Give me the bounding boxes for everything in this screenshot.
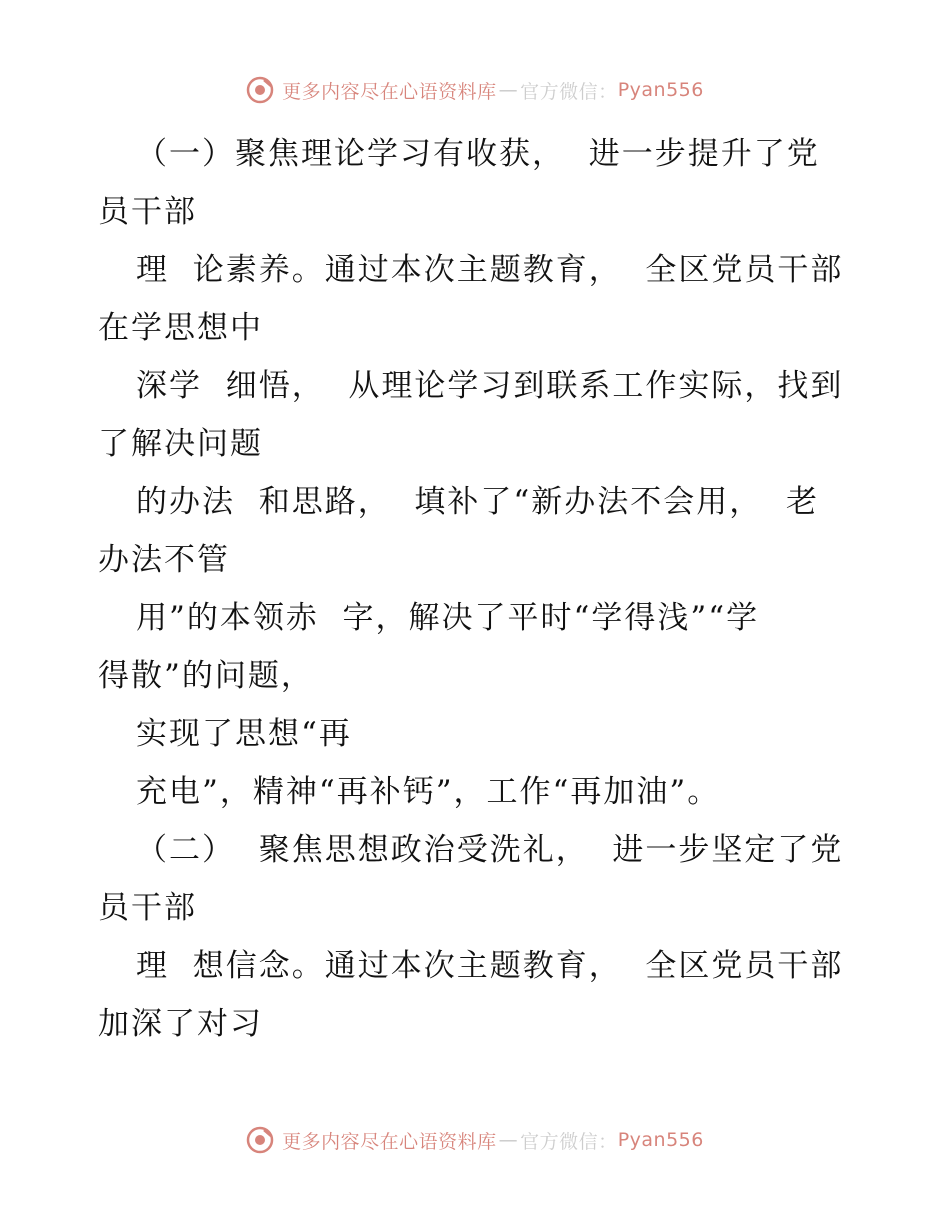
text-line: 在学思想中 (98, 310, 263, 346)
watermark-wechat-id: Pyan556 (617, 79, 704, 101)
brand-logo-icon (246, 76, 274, 104)
footer-watermark (0, 1120, 950, 1160)
text-line: （二） 聚焦思想政治受洗礼， 进一步坚定了党 (136, 832, 844, 868)
text-line: 实现了思想“再 (136, 716, 352, 752)
text-line: 加深了对习 (98, 1006, 263, 1042)
text-line: 用”的本领赤 字，解决了平时“学得浅”“学 (136, 600, 760, 636)
text-line: 的办法 和思路， 填补了“新办法不会用， 老 (136, 484, 819, 520)
text-line: 办法不管 (98, 542, 230, 578)
text-line: 员干部 (98, 194, 197, 230)
watermark-main-text: 更多内容尽在心语资料库 (282, 1130, 497, 1153)
text-line: 深学 细悟， 从理论学习到联系工作实际，找到 (136, 368, 844, 404)
document-body (98, 125, 858, 1053)
watermark-wechat-label: 官方微信： (520, 1130, 618, 1153)
header-watermark (0, 70, 950, 110)
text-line: 理 想信念。通过本次主题教育， 全区党员干部 (136, 948, 844, 984)
text-line: 得散”的问题， (98, 658, 314, 694)
watermark-dash: — (498, 79, 519, 101)
watermark-main-text: 更多内容尽在心语资料库 (282, 80, 497, 103)
watermark-wechat-label: 官方微信： (520, 80, 618, 103)
brand-logo-icon (246, 1126, 274, 1154)
text-line: 理 论素养。通过本次主题教育， 全区党员干部 (136, 252, 844, 288)
watermark-dash: — (498, 1129, 519, 1151)
text-line: 员干部 (98, 890, 197, 926)
text-line: 充电”，精神“再补钙”，工作“再加油”。 (136, 774, 721, 810)
text-line: 了解决问题 (98, 426, 263, 462)
watermark-wechat-id: Pyan556 (617, 1129, 704, 1151)
text-line: （一）聚焦理论学习有收获， 进一步提升了党 (136, 136, 820, 172)
